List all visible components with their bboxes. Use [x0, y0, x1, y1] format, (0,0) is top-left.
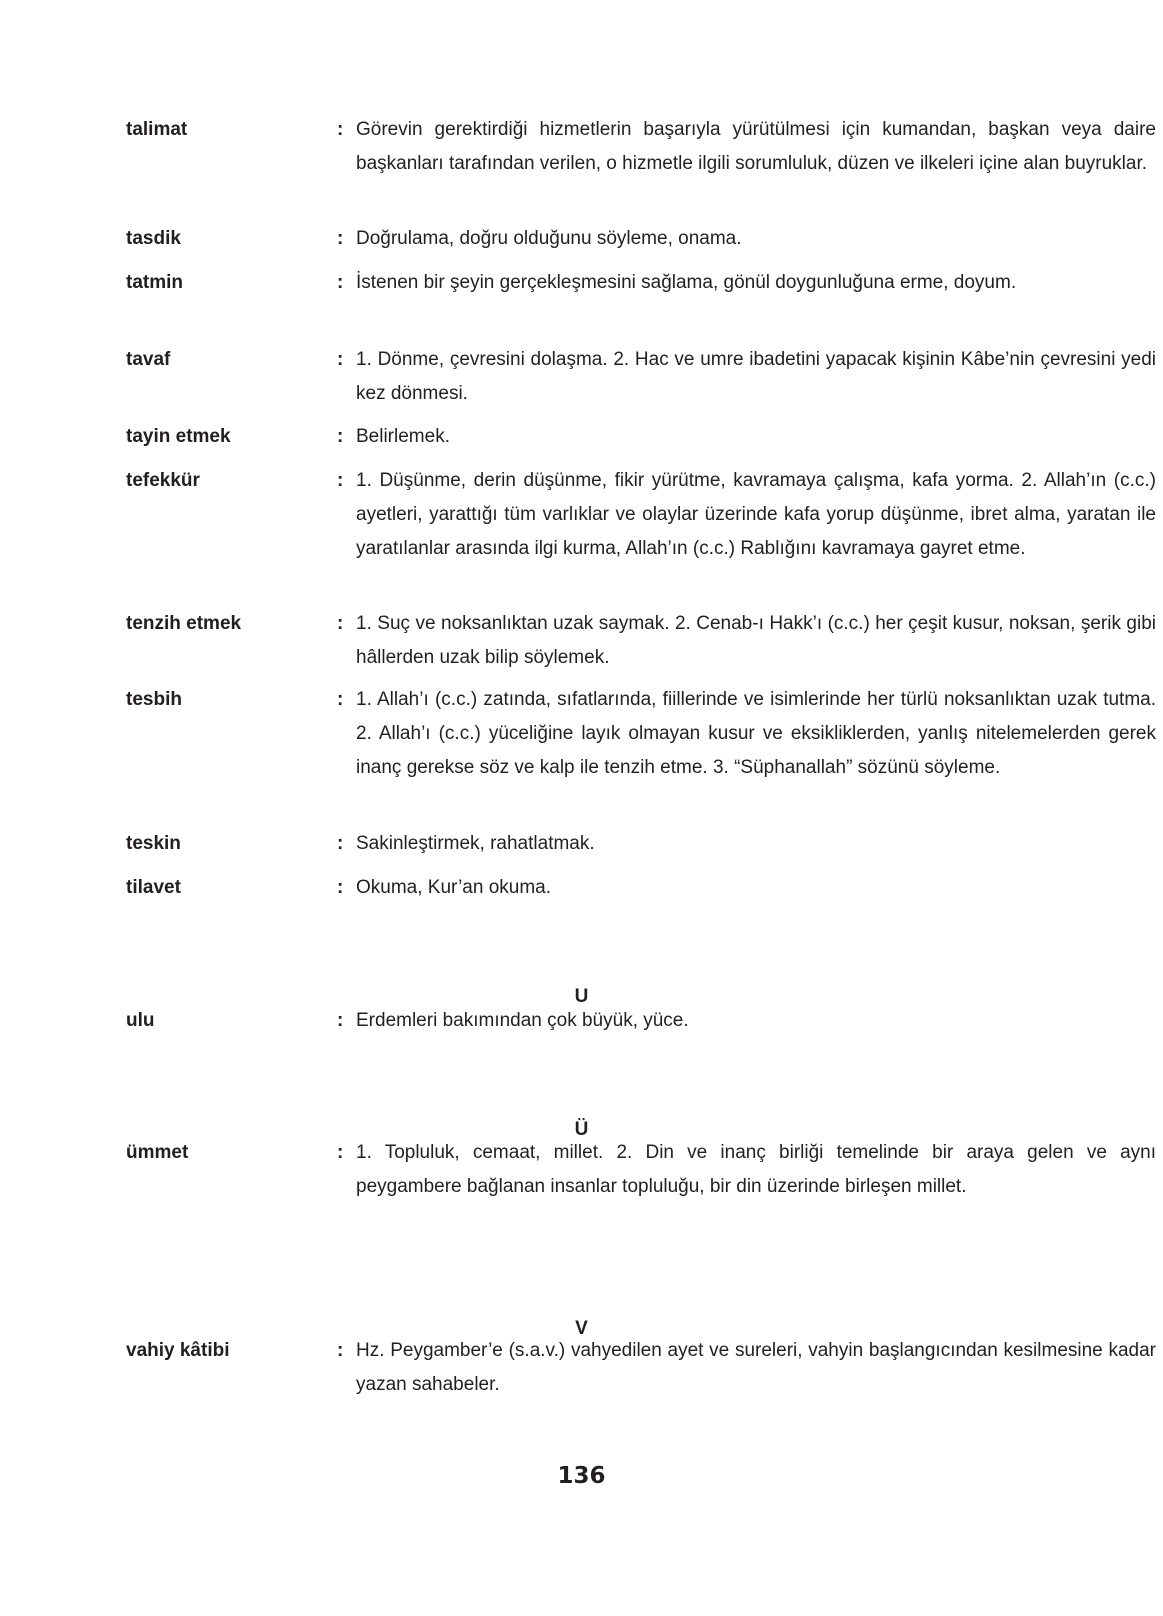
- entry-definition: 1. Dönme, çevresini dolaşma. 2. Hac ve umre ibadetini yapacak kişinin Kâbe’nin çevresini yedi kez dönmesi.: [356, 349, 1156, 404]
- entry-term: tayin etmek: [126, 426, 231, 447]
- section-letter-heading: U: [574, 986, 589, 1007]
- entry-definition: Erdemleri bakımından çok büyük, yüce.: [356, 1010, 689, 1031]
- entry-definition: Belirlemek.: [356, 426, 450, 447]
- entry-term: tavaf: [126, 349, 171, 370]
- entry-term: tatmin: [126, 272, 183, 293]
- entry-colon: :: [337, 1010, 344, 1031]
- entry-colon: :: [337, 613, 344, 634]
- entry-definition: 1. Topluluk, cemaat, millet. 2. Din ve inanç birliği temelinde bir araya gelen ve aynı peygambere bağlanan insanlar topluluğu, bir din üzerinde birleşen millet.: [356, 1142, 1156, 1197]
- entry-colon: :: [337, 272, 344, 293]
- entry-colon: :: [337, 119, 344, 140]
- page-number: 136: [557, 1463, 606, 1489]
- entry-colon: :: [337, 470, 344, 491]
- entry-term: vahiy kâtibi: [126, 1340, 230, 1361]
- section-letter-heading: V: [575, 1318, 588, 1339]
- section-letter-heading: Ü: [574, 1119, 589, 1140]
- entry-definition: Görevin gerektirdiği hizmetlerin başarıyla yürütülmesi için kumandan, başkan veya daire başkanları tarafından verilen, o hizmetle ilgili sorumluluk, düzen ve ilkeleri içine alan buyruklar.: [356, 119, 1156, 174]
- entry-definition: Hz. Peygamber’e (s.a.v.) vahyedilen ayet ve sureleri, vahyin başlangıcından kesilmesine kadar yazan sahabeler.: [356, 1340, 1156, 1395]
- entry-definition: Doğrulama, doğru olduğunu söyleme, onama.: [356, 228, 742, 249]
- entry-definition: 1. Suç ve noksanlıktan uzak saymak. 2. Cenab-ı Hakk’ı (c.c.) her çeşit kusur, noksan, şerik gibi hâllerden uzak bilip söylemek.: [356, 613, 1156, 668]
- entry-colon: :: [337, 426, 344, 447]
- entry-term: tesbih: [126, 689, 182, 710]
- entry-definition: Okuma, Kur’an okuma.: [356, 877, 552, 898]
- entry-definition: 1. Allah’ı (c.c.) zatında, sıfatlarında, fiillerinde ve isimlerinde her türlü noksanlıktan uzak tutma. 2. Allah’ı (c.c.) yüceliğine layık olmayan kusur ve eksikliklerden, yanlış nitelemelerden gerek inanç gerekse söz ve kalp ile tenzih etme. 3. “Süphanallah” sözünü söyleme.: [356, 689, 1156, 778]
- entry-colon: :: [337, 833, 344, 854]
- entry-term: ümmet: [126, 1142, 189, 1163]
- entry-colon: :: [337, 1142, 344, 1163]
- entry-colon: :: [337, 349, 344, 370]
- entry-colon: :: [337, 1340, 344, 1361]
- entry-definition: İstenen bir şeyin gerçekleşmesini sağlama, gönül doygunluğuna erme, doyum.: [356, 272, 1017, 293]
- entry-term: talimat: [126, 119, 188, 140]
- entry-term: teskin: [126, 833, 181, 854]
- entry-colon: :: [337, 877, 344, 898]
- entry-term: tasdik: [126, 228, 181, 249]
- entry-term: ulu: [126, 1010, 155, 1031]
- entry-term: tilavet: [126, 877, 181, 898]
- entry-colon: :: [337, 689, 344, 710]
- entry-definition: 1. Düşünme, derin düşünme, fikir yürütme, kavramaya çalışma, kafa yorma. 2. Allah’ın (c.c.) ayetleri, yarattığı tüm varlıklar ve olaylar üzerinde kafa yorup düşünme, ibret alma, yaratan ile yaratılanlar arasında ilgi kurma, Allah’ın (c.c.) Rablığını kavramaya gayret etme.: [356, 470, 1156, 559]
- entry-definition: Sakinleştirmek, rahatlatmak.: [356, 833, 595, 854]
- entry-term: tefekkür: [126, 470, 200, 491]
- entry-colon: :: [337, 228, 344, 249]
- entry-term: tenzih etmek: [126, 613, 242, 634]
